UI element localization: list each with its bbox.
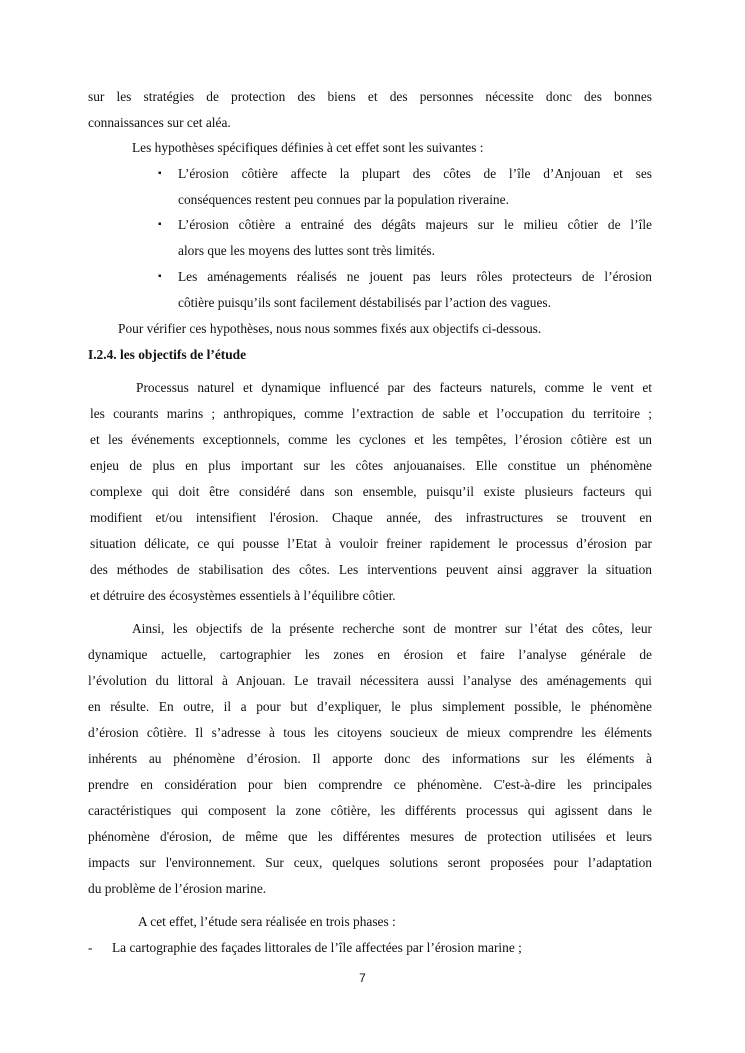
dash-marker: -	[88, 940, 93, 955]
phase-1-item: La cartographie des façades littorales de l’île affectées par l’érosion marine ;	[112, 940, 522, 955]
verify-line: Pour vérifier ces hypothèses, nous nous sommes fixés aux objectifs ci-dessous.	[118, 321, 542, 336]
page-number: 7	[359, 971, 366, 985]
para1-line-9: et détruire des écosystèmes essentiels à l’équilibre côtier.	[90, 588, 396, 603]
para2-line-8: caractéristiques qui composent la zone côtière, les différents processus qui agissent dans le	[88, 803, 652, 818]
intro-line-2: connaissances sur cet aléa.	[88, 115, 231, 130]
para2-line-1: Ainsi, les objectifs de la présente recherche sont de montrer sur l’état des côtes, leur	[132, 621, 652, 636]
para1-line-6: modifient et/ou intensifient l'érosion. Chaque année, des infrastructures se trouvent en	[90, 510, 652, 525]
para2-line-2: dynamique actuelle, cartographier les zones en érosion et faire l’analyse générale de	[88, 647, 652, 662]
bullet-icon: ▪	[158, 271, 162, 282]
para2-line-4: en résulte. En outre, il a pour but d’expliquer, le plus simplement possible, le phénomène	[88, 699, 652, 714]
hypothesis-2-line-1: L’érosion côtière a entrainé des dégâts majeurs sur le milieu côtier de l’île	[178, 217, 652, 232]
para2-line-5: d’érosion côtière. Il s’adresse à tous les citoyens soucieux de mieux comprendre les éléments	[88, 725, 652, 740]
para1-line-4: enjeu de plus en plus important sur les côtes anjouanaises. Elle constitue un phénomène	[90, 458, 652, 473]
phases-intro: A cet effet, l’étude sera réalisée en trois phases :	[138, 914, 396, 929]
para1-line-5: complexe qui doit être considéré dans son ensemble, puisqu’il existe plusieurs facteurs qui	[90, 484, 652, 499]
para2-line-9: phénomène d'érosion, de même que les différentes mesures de protection utilisées et leurs	[88, 829, 652, 844]
para2-line-7: prendre en considération pour bien comprendre ce phénomène. C'est-à-dire les principales	[88, 777, 652, 792]
para2-line-11: du problème de l’érosion marine.	[88, 881, 267, 896]
hypothesis-3-line-1: Les aménagements réalisés ne jouent pas leurs rôles protecteurs de l’érosion	[178, 269, 652, 284]
hypothesis-1-line-2: conséquences restent peu connues par la population riveraine.	[178, 192, 509, 207]
para2-line-6: inhérents au phénomène d’érosion. Il apporte donc des informations sur les éléments à	[88, 751, 652, 766]
hypothesis-2-line-2: alors que les moyens des luttes sont très limités.	[178, 243, 435, 258]
para2-line-10: impacts sur l'environnement. Sur ceux, quelques solutions seront proposées pour l’adaptation	[88, 855, 652, 870]
para2-line-3: l’évolution du littoral à Anjouan. Le travail nécessitera aussi l’analyse des aménagements qui	[88, 673, 652, 688]
para1-line-2: les courants marins ; anthropiques, comme l’extraction de sable et l’occupation du territoire ;	[90, 406, 652, 421]
para1-line-3: et les événements exceptionnels, comme les cyclones et les tempêtes, l’érosion côtière est un	[90, 432, 652, 447]
bullet-icon: ▪	[158, 168, 162, 179]
section-heading: I.2.4. les objectifs de l’étude	[88, 347, 247, 362]
para1-line-1: Processus naturel et dynamique influencé par des facteurs naturels, comme le vent et	[136, 380, 652, 395]
para1-line-8: des méthodes de stabilisation des côtes. Les interventions peuvent ainsi aggraver la situation	[90, 562, 652, 577]
bullet-icon: ▪	[158, 219, 162, 230]
hypothesis-3-line-2: côtière puisqu’ils sont facilement déstabilisés par l’action des vagues.	[178, 295, 551, 310]
para1-line-7: situation délicate, ce qui pousse l’Etat à vouloir freiner rapidement le processus d’érosion par	[90, 536, 652, 551]
hypothesis-1-line-1: L’érosion côtière affecte la plupart des côtes de l’île d’Anjouan et ses	[178, 166, 652, 181]
intro-line-1: sur les stratégies de protection des biens et des personnes nécessite donc des bonnes	[88, 89, 652, 104]
hypotheses-intro: Les hypothèses spécifiques définies à cet effet sont les suivantes :	[132, 140, 484, 155]
